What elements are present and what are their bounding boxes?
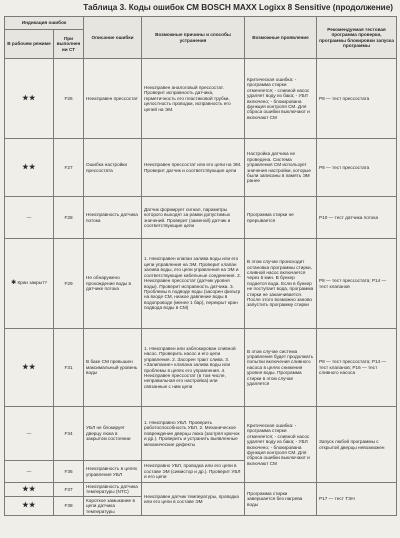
error-manifestation: Критическая ошибка: - программа стирки отменяется; - сливной насос удаляет воду из бака; - УБЛ включено; - блокирована функция контроля СМ. Для сброса ошибки выключают и включают СМ: [245, 407, 317, 483]
header-causes: Возможные причины и способы устранения: [142, 17, 245, 59]
error-test: P17 — тест ТЭН: [317, 483, 397, 516]
indicator-dash: —: [5, 461, 54, 483]
error-causes: Неисправен датчик температуры, проводка или его цепи в составе ЭМ: [142, 483, 245, 516]
indicator-stars: ★★: [5, 329, 54, 407]
indicator-dash: —: [5, 197, 54, 239]
error-code: F31: [54, 329, 84, 407]
error-description: Неисправность датчика температуры (NTC): [84, 483, 142, 497]
error-test: P8 — тест прессостата: [317, 59, 397, 139]
error-description: Неисправность в цепях управления УБЛ: [84, 461, 142, 483]
header-description: Описание ошибки: [84, 17, 142, 59]
error-description: В баке СМ превышен максимальный уровень воды: [84, 329, 142, 407]
error-test: Запуск любой программы с открытой дверцы невозможен: [317, 407, 397, 483]
error-code: F37: [54, 483, 84, 497]
header-st-mode: При выполнении СТ: [54, 30, 84, 59]
error-manifestation: В этом случае система управления будет продолжать попытки включения сливного насоса в целях снижения уровня воды. Программа стирки в этом случае удаляется: [245, 329, 317, 407]
star-icon: ✱: [11, 280, 17, 287]
table-row: [5, 197, 397, 239]
error-description: Не обнаружено прохождение воды в датчике потока: [84, 239, 142, 329]
error-codes-table: [4, 16, 397, 516]
error-code: F36: [54, 461, 84, 483]
error-description: Неисправность датчика потока: [84, 197, 142, 239]
error-manifestation: Программа стирки не прерывается: [245, 197, 317, 239]
header-indication: Индикация ошибок: [5, 17, 84, 30]
error-code: F34: [54, 407, 84, 461]
table-title: Таблица 3. Коды ошибок СМ BOSCH MAXX Logixx 8 Sensitive (продолжение): [83, 3, 393, 12]
error-test: P8 — тест прессостата: [317, 139, 397, 197]
error-description: Неисправен прессостат: [84, 59, 142, 139]
error-causes: 1. Неисправен клапан залива воды или его цепи управления на ЭМ. Проверит клапан залива воды, его цепи управления на ЭМ и соответствующие кабельные соединения. 2. Неисправен прессостат (датчик уровня воды). Проверит исправность датчика. 3. Проблемы в подводе воды (засорен фильтр на входе СМ, низкое давление воды в водопроводе (менее 1 бар), перекрыт кран подвода воды в СМ): [142, 239, 245, 329]
table-row: [5, 59, 397, 139]
indicator-dash: —: [5, 407, 54, 461]
error-description: Короткое замыкание в цепи датчика температуры: [84, 496, 142, 515]
error-code: F26: [54, 59, 84, 139]
error-causes: 1. Неисправен или заблокирован сливной насос. Проверить насос и его цепи управления. 2. Засорен тракт слива. 3. «Залипание» клапана залива воды или проблемы в цепях его управления. 4. Неисправен прессостат (в том числе, неправильная его настройка) или связанные с ним цепи: [142, 329, 245, 407]
error-code: F28: [54, 197, 84, 239]
indicator-stars: ★★: [5, 59, 54, 139]
header-manifestation: Возможные проявление: [245, 17, 317, 59]
error-causes: Неисправно УБЛ, проводка или его цепи в составе ЭМ (симистор и др.). Проверит УБЛ и его цепи: [142, 461, 245, 483]
error-code: F38: [54, 496, 84, 515]
error-causes: Датчик формирует сигнал, параметры которого выходят за рамки допустимых значений. Проверит (заменой) датчик и соответствующие цепи: [142, 197, 245, 239]
table-row: [5, 407, 397, 461]
error-test: P8 — тест прессостата; P14 — тест клапанов; P16 — тест сливного насоса: [317, 329, 397, 407]
error-causes: Неисправен прессостат или его цепи на ЭМ. Проверит датчик и соответствующие цепи: [142, 139, 245, 197]
indicator-tap-label: Кран закрыт?: [17, 280, 47, 286]
header-work-mode: В рабочем режиме: [5, 30, 54, 59]
error-manifestation: Программа стирки завершается без нагрева воды: [245, 483, 317, 516]
indicator-stars: ★★: [5, 483, 54, 497]
error-code: F29: [54, 239, 84, 329]
error-description: УБЛ не блокирует дверцу люка в закрытом состоянии: [84, 407, 142, 461]
error-manifestation: Настройка датчика не проведена. Система управления СМ использует значения настройки, которые были записаны в память ЭМ ранее: [245, 139, 317, 197]
error-manifestation: Критическая ошибка: - программа стирки отменяется; - сливной насос удаляет воду из бака; - УБЛ включено; - блокирована функция контроля СМ. Для сброса ошибки выключают и включают СМ: [245, 59, 317, 139]
header-recommended: Рекомендуемая тестовая программа проверки, программы блокировки запуска программы: [317, 17, 397, 59]
header-row-1: [5, 17, 397, 30]
indicator-stars: ★★: [5, 139, 54, 197]
table-row: [5, 483, 397, 497]
table-row: [5, 239, 397, 329]
error-manifestation: В этом случае происходит остановка программы стирки, сливной насос включается через 5 мин. В бункер подается вода. Если в бункер не поступает вода, программа стирки не заканчивается. После этого возможно заново запустить программу стирки: [245, 239, 317, 329]
indicator-tap-closed: [5, 239, 54, 329]
error-causes: Неисправен аналоговый прессостат. Проверит исправность датчика, герметичность его пластиковой трубки, целостность проводки, исправность его цепей на ЭМ.: [142, 59, 245, 139]
error-code: F27: [54, 139, 84, 197]
error-causes: 1. Неисправно УБЛ. Проверить работоспособность УБЛ. 2. Механическое повреждение дверцы люка (застрял крючок и др.). Проверить и устранить выявленные механические дефекты: [142, 407, 245, 461]
table-row: [5, 139, 397, 197]
table-row: [5, 329, 397, 407]
error-test: P8 — тест прессостата; P14 — тест клапанов: [317, 239, 397, 329]
error-description: Ошибка настройки прессостата: [84, 139, 142, 197]
error-test: P10 — тест датчика потока: [317, 197, 397, 239]
indicator-stars: ★★: [5, 496, 54, 515]
